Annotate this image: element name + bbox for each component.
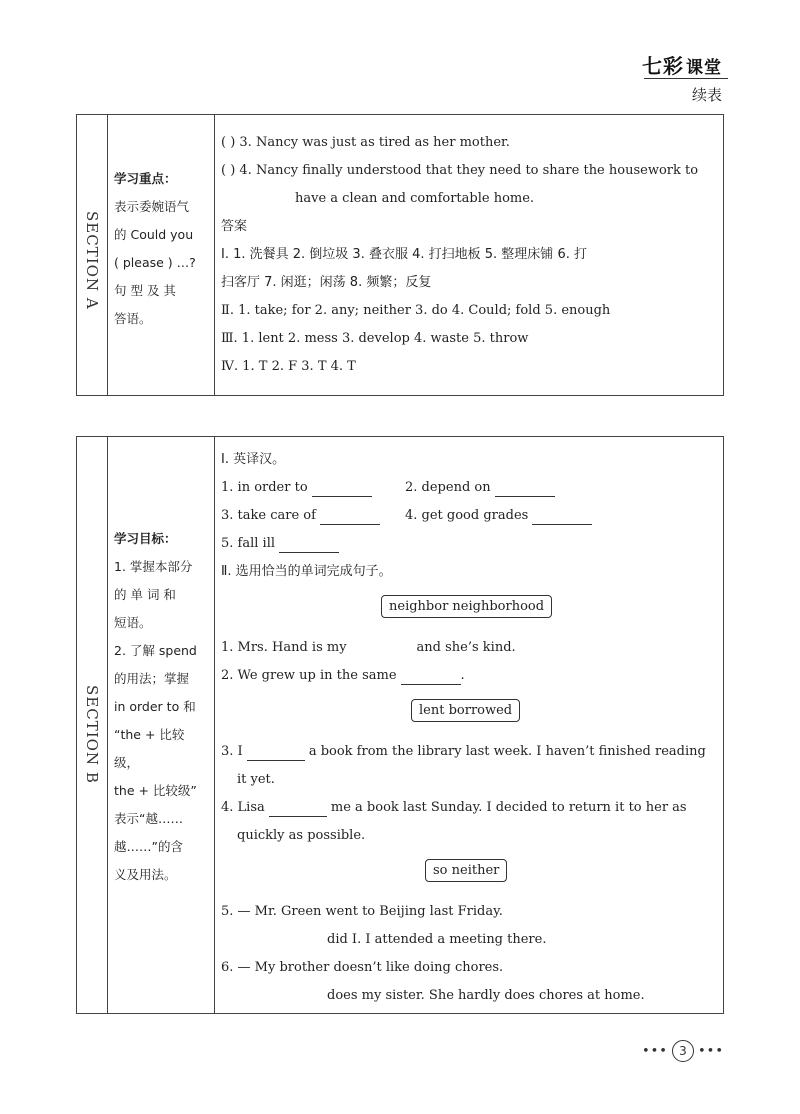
goals-line: 2. 了解 spend bbox=[114, 643, 197, 658]
page-number-circle: 3 bbox=[672, 1040, 694, 1062]
answer-blank[interactable] bbox=[269, 804, 327, 817]
exercise-item: did I. I attended a meeting there. bbox=[327, 932, 547, 947]
answer-blank[interactable] bbox=[312, 484, 372, 497]
part-title: Ⅱ. 选用恰当的单词完成句子。 bbox=[221, 564, 392, 579]
dots-right: ••• bbox=[697, 1043, 724, 1059]
brand-logo: 七彩 课堂 bbox=[642, 54, 722, 78]
exercise-item: does my sister. She hardly does chores at home. bbox=[327, 988, 645, 1003]
dots-left: ••• bbox=[641, 1043, 668, 1059]
answer-blank[interactable] bbox=[401, 672, 461, 685]
question-line: ( ) 3. Nancy was just as tired as her mother. bbox=[221, 135, 510, 150]
exercise-item: 4. Lisa me a book last Sunday. I decided to return it to her as bbox=[221, 800, 687, 815]
focus-line: 的 Could you bbox=[114, 227, 194, 242]
section-a-table bbox=[76, 114, 724, 396]
question-line: ( ) 4. Nancy finally understood that they need to share the housework to bbox=[221, 163, 699, 178]
focus-line: 答语。 bbox=[114, 311, 152, 326]
exercise-item: 3. take care of bbox=[221, 507, 380, 525]
goals-line: 1. 掌握本部分 bbox=[114, 559, 193, 574]
exercise-item: 5. — Mr. Green went to Beijing last Friday. bbox=[221, 904, 503, 919]
section-b-goals-cell bbox=[108, 437, 215, 1014]
page-number bbox=[642, 1040, 724, 1062]
answer-blank[interactable] bbox=[532, 512, 592, 525]
section-b-label: SECTION B bbox=[83, 685, 101, 784]
answer-line: Ⅰ. 1. 洗餐具 2. 倒垃圾 3. 叠衣服 4. 打扫地板 5. 整理床铺 6. 打 bbox=[221, 247, 587, 262]
exercise-item: 6. — My brother doesn’t like doing chores. bbox=[221, 960, 504, 975]
exercise-item: 1. in order to bbox=[221, 479, 372, 497]
exercise-item: 2. depend on bbox=[405, 479, 555, 497]
section-a-content bbox=[215, 115, 724, 396]
exercise-item: quickly as possible. bbox=[237, 828, 366, 843]
focus-line: 表示委婉语气 bbox=[114, 199, 190, 214]
goals-heading: 学习目标： bbox=[114, 531, 177, 546]
goals-line: 的 单 词 和 bbox=[114, 587, 176, 602]
answer-line: Ⅲ. 1. lent 2. mess 3. develop 4. waste 5. throw bbox=[221, 331, 529, 346]
exercise-item: 4. get good grades bbox=[405, 507, 592, 525]
focus-line: 句 型 及 其 bbox=[114, 283, 176, 298]
goals-line: 义及用法。 bbox=[114, 867, 177, 882]
answer-heading: 答案 bbox=[221, 219, 248, 234]
answer-line: Ⅱ. 1. take; for 2. any; neither 3. do 4. Could; fold 5. enough bbox=[221, 303, 611, 318]
goals-line: in order to 和 bbox=[114, 699, 196, 714]
exercise-item: 3. I a book from the library last week. I haven’t finished reading bbox=[221, 744, 706, 759]
section-b-content bbox=[215, 437, 724, 1014]
answer-blank[interactable] bbox=[247, 748, 305, 761]
header-rule bbox=[644, 78, 728, 79]
goals-line: 的用法；掌握 bbox=[114, 671, 190, 686]
part-title: Ⅰ. 英译汉。 bbox=[221, 452, 286, 467]
exercise-item: 1. Mrs. Hand is my and she’s kind. bbox=[221, 640, 516, 655]
word-box: lent borrowed bbox=[411, 699, 520, 722]
exercise-item: 2. We grew up in the same . bbox=[221, 668, 465, 683]
section-b-table bbox=[76, 436, 724, 1014]
answer-blank[interactable] bbox=[320, 512, 380, 525]
goals-line: 表示“越…… bbox=[114, 811, 183, 826]
goals-line: 短语。 bbox=[114, 615, 152, 630]
goals-line: the + 比较级” bbox=[114, 783, 197, 798]
answer-blank[interactable] bbox=[351, 645, 417, 657]
goals-line: 越……”的含 bbox=[114, 839, 183, 854]
answer-blank[interactable] bbox=[279, 540, 339, 553]
answer-blank[interactable] bbox=[495, 484, 555, 497]
word-box: so neither bbox=[425, 859, 507, 882]
section-a-label-cell bbox=[77, 115, 108, 396]
section-a-focus-cell bbox=[108, 115, 215, 396]
answer-line: Ⅳ. 1. T 2. F 3. T 4. T bbox=[221, 359, 356, 374]
page-subtitle: 续表 bbox=[691, 86, 722, 104]
section-a-label: SECTION A bbox=[83, 211, 101, 310]
word-box: neighbor neighborhood bbox=[381, 595, 552, 618]
focus-line: ( please ) …? bbox=[114, 255, 196, 270]
section-b-label-cell bbox=[77, 437, 108, 1014]
answer-line: 扫客厅 7. 闲逛；闲荡 8. 频繁；反复 bbox=[221, 275, 432, 290]
goals-line: “the + 比较级， bbox=[114, 727, 185, 770]
exercise-item: 5. fall ill bbox=[221, 535, 339, 553]
question-line: have a clean and comfortable home. bbox=[295, 191, 535, 206]
focus-heading: 学习重点： bbox=[114, 171, 177, 186]
exercise-item: it yet. bbox=[237, 772, 275, 787]
